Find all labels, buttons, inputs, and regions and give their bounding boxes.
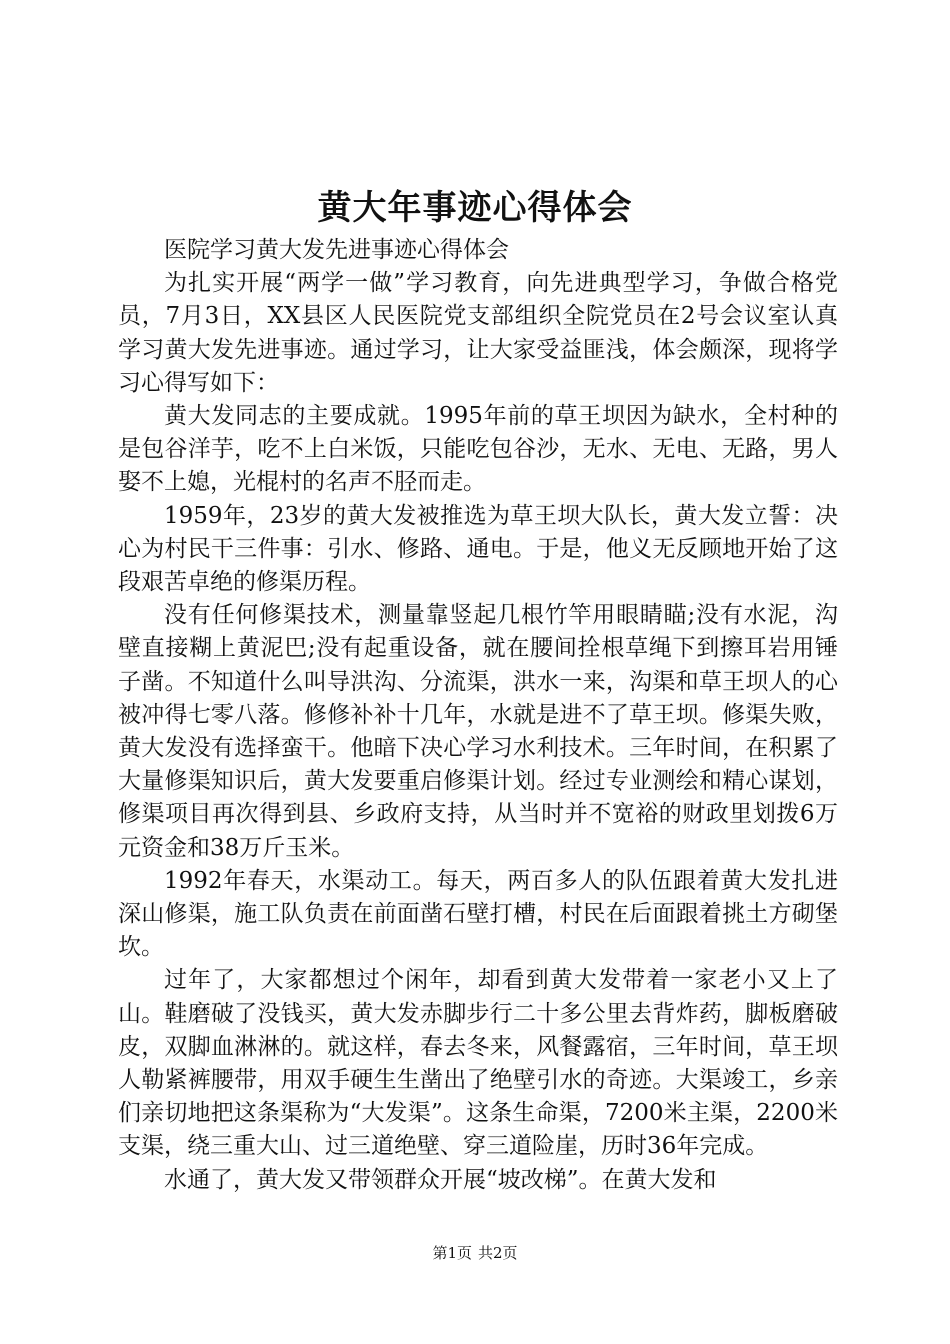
page-total: 共2页 <box>478 1244 518 1262</box>
paragraph: 为扎实开展“两学一做”学习教育，向先进典型学习，争做合格党员，7月3日，XX县区人民医院党支部组织全院党员在2号会议室认真学习黄大发先进事迹。通过学习，让大家受益匪浅，体会颇深，现将学习心得写如下： <box>118 270 838 396</box>
paragraph: 没有任何修渠技术，测量靠竖起几根竹竿用眼睛瞄;没有水泥，沟壁直接糊上黄泥巴;没有起重设备，就在腰间拴根草绳下到擦耳岩用锤子凿。不知道什么叫导洪沟、分流渠，洪水一来，沟渠和草王坝人的心被冲得七零八落。修修补补十几年，水就是进不了草王坝。修渠失败，黄大发没有选择蛮干。他暗下决心学习水利技术。三年时间，在积累了大量修渠知识后，黄大发要重启修渠计划。经过专业测绘和精心谋划，修渠项目再次得到县、乡政府支持，从当时并不宽裕的财政里划拨6万元资金和38万斤玉米。 <box>118 602 838 861</box>
paragraph: 过年了，大家都想过个闲年，却看到黄大发带着一家老小又上了山。鞋磨破了没钱买，黄大发赤脚步行二十多公里去背炸药，脚板磨破皮，双脚血淋淋的。就这样，春去冬来，风餐露宿，三年时间，草王坝人勒紧裤腰带，用双手硬生生凿出了绝壁引水的奇迹。大渠竣工，乡亲们亲切地把这条渠称为“大发渠”。这条生命渠，7200米主渠，2200米支渠，绕三重大山、过三道绝壁、穿三道险崖，历时36年完成。 <box>118 967 838 1160</box>
document-title: 黄大年事迹心得体会 <box>317 188 633 228</box>
paragraph: 1959年，23岁的黄大发被推选为草王坝大队长，黄大发立誓：决心为村民干三件事：引水、修路、通电。于是，他义无反顾地开始了这段艰苦卓绝的修渠历程。 <box>118 502 838 596</box>
paragraph: 黄大发同志的主要成就。1995年前的草王坝因为缺水，全村种的是包谷洋芋，吃不上白米饭，只能吃包谷沙，无水、无电、无路，男人娶不上媳，光棍村的名声不胫而走。 <box>118 403 838 496</box>
page-footer <box>0 1243 950 1263</box>
paragraph: 1992年春天，水渠动工。每天，两百多人的队伍跟着黄大发扎进深山修渠，施工队负责在前面凿石壁打槽，村民在后面跟着挑土方砌堡坎。 <box>118 867 838 961</box>
document-body <box>118 234 838 1197</box>
paragraph: 水通了，黄大发又带领群众开展“坡改梯”。在黄大发和 <box>164 1166 717 1193</box>
page-number: 第1页 <box>432 1244 472 1262</box>
paragraph-subtitle: 医院学习黄大发先进事迹心得体会 <box>164 237 509 263</box>
